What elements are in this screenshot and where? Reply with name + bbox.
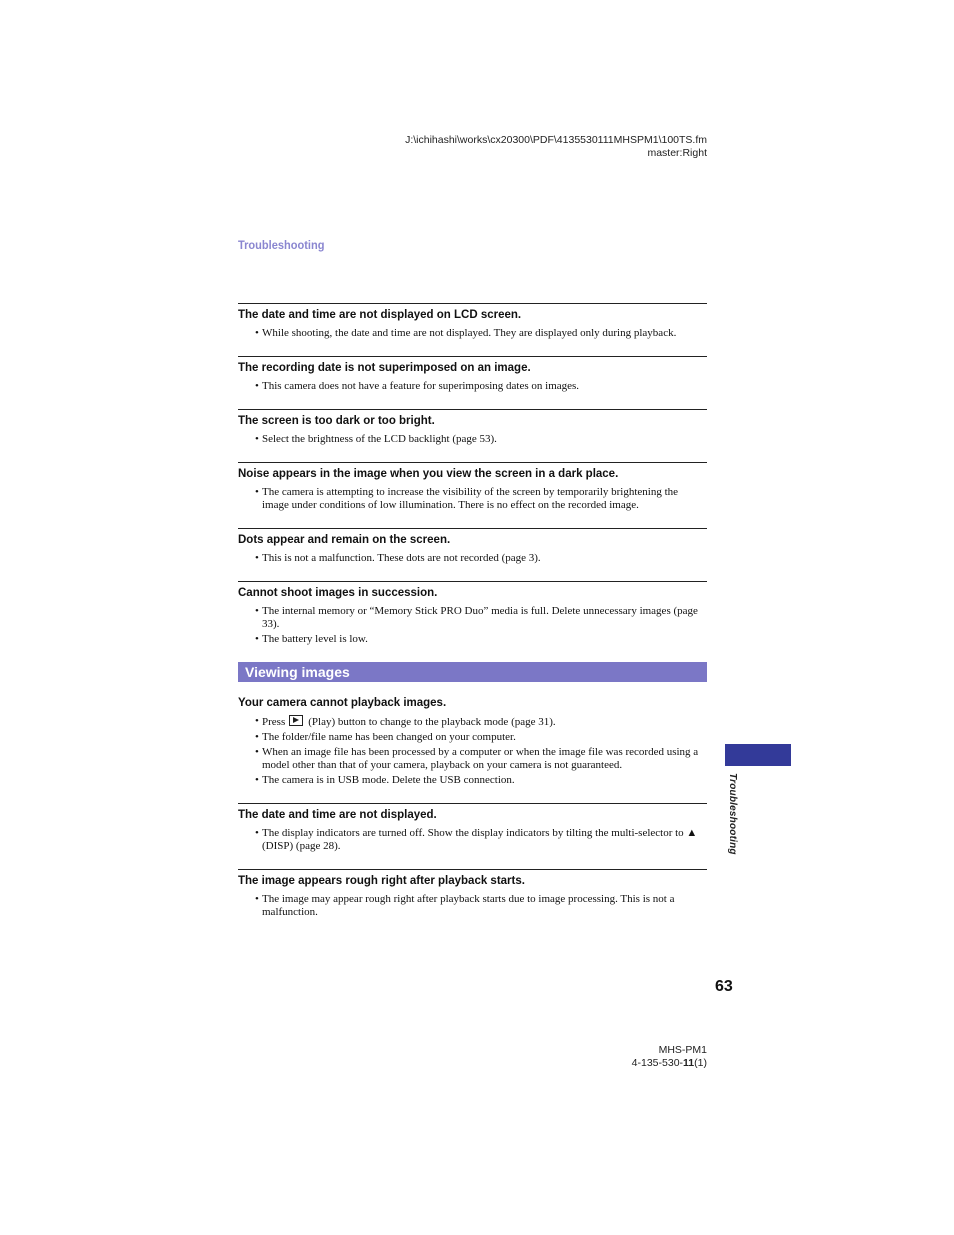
bullet-item: • The battery level is low.: [255, 633, 368, 645]
bullet-text: The folder/file name has been changed on your computer.: [262, 731, 516, 743]
bullet-list: [238, 327, 707, 340]
bullet-text: The image may appear rough right after playback starts due to image processing. This is not a malfunction.: [262, 893, 675, 918]
bullet-text: The battery level is low.: [262, 633, 368, 645]
bullet-list: [238, 380, 707, 393]
item-title: Cannot shoot images in succession.: [238, 587, 438, 599]
troubleshooting-item: [238, 581, 707, 662]
troubleshooting-item: [238, 462, 707, 528]
page-number: 63: [715, 978, 733, 995]
play-icon: [289, 715, 303, 726]
bullet-list: [238, 715, 707, 787]
bullet-item: • Press (Play) button to change to the playback mode (page 31).: [255, 715, 556, 728]
file-path-header: [405, 134, 707, 160]
item-title: Your camera cannot playback images.: [238, 697, 447, 709]
troubleshooting-item: [238, 409, 707, 462]
bullet-text: The display indicators are turned off. Show the display indicators by tilting the multi-selector to ▲ (DISP) (page 28).: [262, 827, 698, 852]
file-path: J:\ichihashi\works\cx20300\PDF\4135530111MHSPM1\100TS.fm: [405, 134, 707, 146]
bullet-text: This is not a malfunction. These dots are not recorded (page 3).: [262, 552, 541, 564]
items-group-shooting: [238, 303, 707, 662]
bullet-text: The camera is in USB mode. Delete the USB connection.: [262, 774, 515, 786]
bullet-item: • This camera does not have a feature for superimposing dates on images.: [255, 380, 580, 392]
item-title: The date and time are not displayed on LCD screen.: [238, 309, 522, 321]
bullet-text: The camera is attempting to increase the visibility of the screen by temporarily brightening the image under conditions of low illumination. There is no effect on the recorded image.: [262, 486, 679, 511]
items-group-viewing: [238, 803, 707, 935]
bullet-list: [238, 552, 707, 565]
press-prefix: Press: [262, 716, 286, 728]
master-label: master:Right: [647, 147, 707, 159]
bullet-text: When an image file has been processed by a computer or when the image file was recorded using a model other than that of your camera, playback on your camera is not guaranteed.: [262, 746, 699, 771]
bullet-list: [238, 486, 707, 512]
section-label: Troubleshooting: [238, 238, 325, 252]
document-code: 4-135-530-11(1): [631, 1057, 707, 1069]
bullet-item: • The display indicators are turned off. Show the display indicators by tilting the multi-selector to ▲ (DISP) (page 28).: [255, 827, 698, 852]
troubleshooting-item: [238, 356, 707, 409]
bullet-item: • Select the brightness of the LCD backlight (page 53).: [255, 433, 497, 445]
bullet-item: • The camera is attempting to increase the visibility of the screen by temporarily brightening the image under conditions of low illumination. There is no effect on the recorded image.: [255, 486, 679, 511]
bullet-list: [238, 893, 707, 919]
footer: [632, 1044, 707, 1070]
main-content: [238, 303, 707, 935]
side-tab-label: Troubleshooting: [727, 773, 738, 855]
press-suffix: (Play) button to change to the playback mode (page 31).: [308, 716, 556, 728]
bullet-item: • The folder/file name has been changed on your computer.: [255, 731, 516, 743]
model-name: MHS-PM1: [658, 1044, 707, 1056]
viewing-images-heading: Viewing images: [238, 662, 707, 682]
item-title: The image appears rough right after playback starts.: [238, 875, 525, 887]
bullet-text: While shooting, the date and time are not displayed. They are displayed only during playback.: [262, 327, 677, 339]
bullet-item: • While shooting, the date and time are not displayed. They are displayed only during playback.: [255, 327, 677, 339]
playback-item: [238, 690, 707, 803]
bullet-list: [238, 433, 707, 446]
troubleshooting-item: [238, 303, 707, 356]
bullet-text: The internal memory or “Memory Stick PRO Duo” media is full. Delete unnecessary images (page 33).: [262, 605, 698, 630]
item-title: Dots appear and remain on the screen.: [238, 534, 451, 546]
bullet-item: • This is not a malfunction. These dots are not recorded (page 3).: [255, 552, 541, 564]
troubleshooting-item: [238, 869, 707, 935]
bullet-item: • The image may appear rough right after playback starts due to image processing. This is not a malfunction.: [255, 893, 675, 918]
bullet-item: • The camera is in USB mode. Delete the USB connection.: [255, 774, 515, 786]
bullet-list: [238, 605, 707, 646]
bullet-text: This camera does not have a feature for superimposing dates on images.: [262, 380, 580, 392]
item-title: The recording date is not superimposed on an image.: [238, 362, 531, 374]
troubleshooting-item: [238, 803, 707, 869]
bullet-text: Select the brightness of the LCD backlight (page 53).: [262, 433, 497, 445]
item-title: The screen is too dark or too bright.: [238, 415, 435, 427]
item-title: The date and time are not displayed.: [238, 809, 437, 821]
troubleshooting-item: [238, 528, 707, 581]
bullet-list: [238, 827, 707, 853]
item-title: Noise appears in the image when you view the screen in a dark place.: [238, 468, 619, 480]
bullet-item: • The internal memory or “Memory Stick PRO Duo” media is full. Delete unnecessary images (page 33).: [255, 605, 698, 630]
side-tab-marker: [725, 744, 791, 766]
bullet-item: • When an image file has been processed by a computer or when the image file was recorded using a model other than that of your camera, playback on your camera is not guaranteed.: [255, 746, 699, 771]
